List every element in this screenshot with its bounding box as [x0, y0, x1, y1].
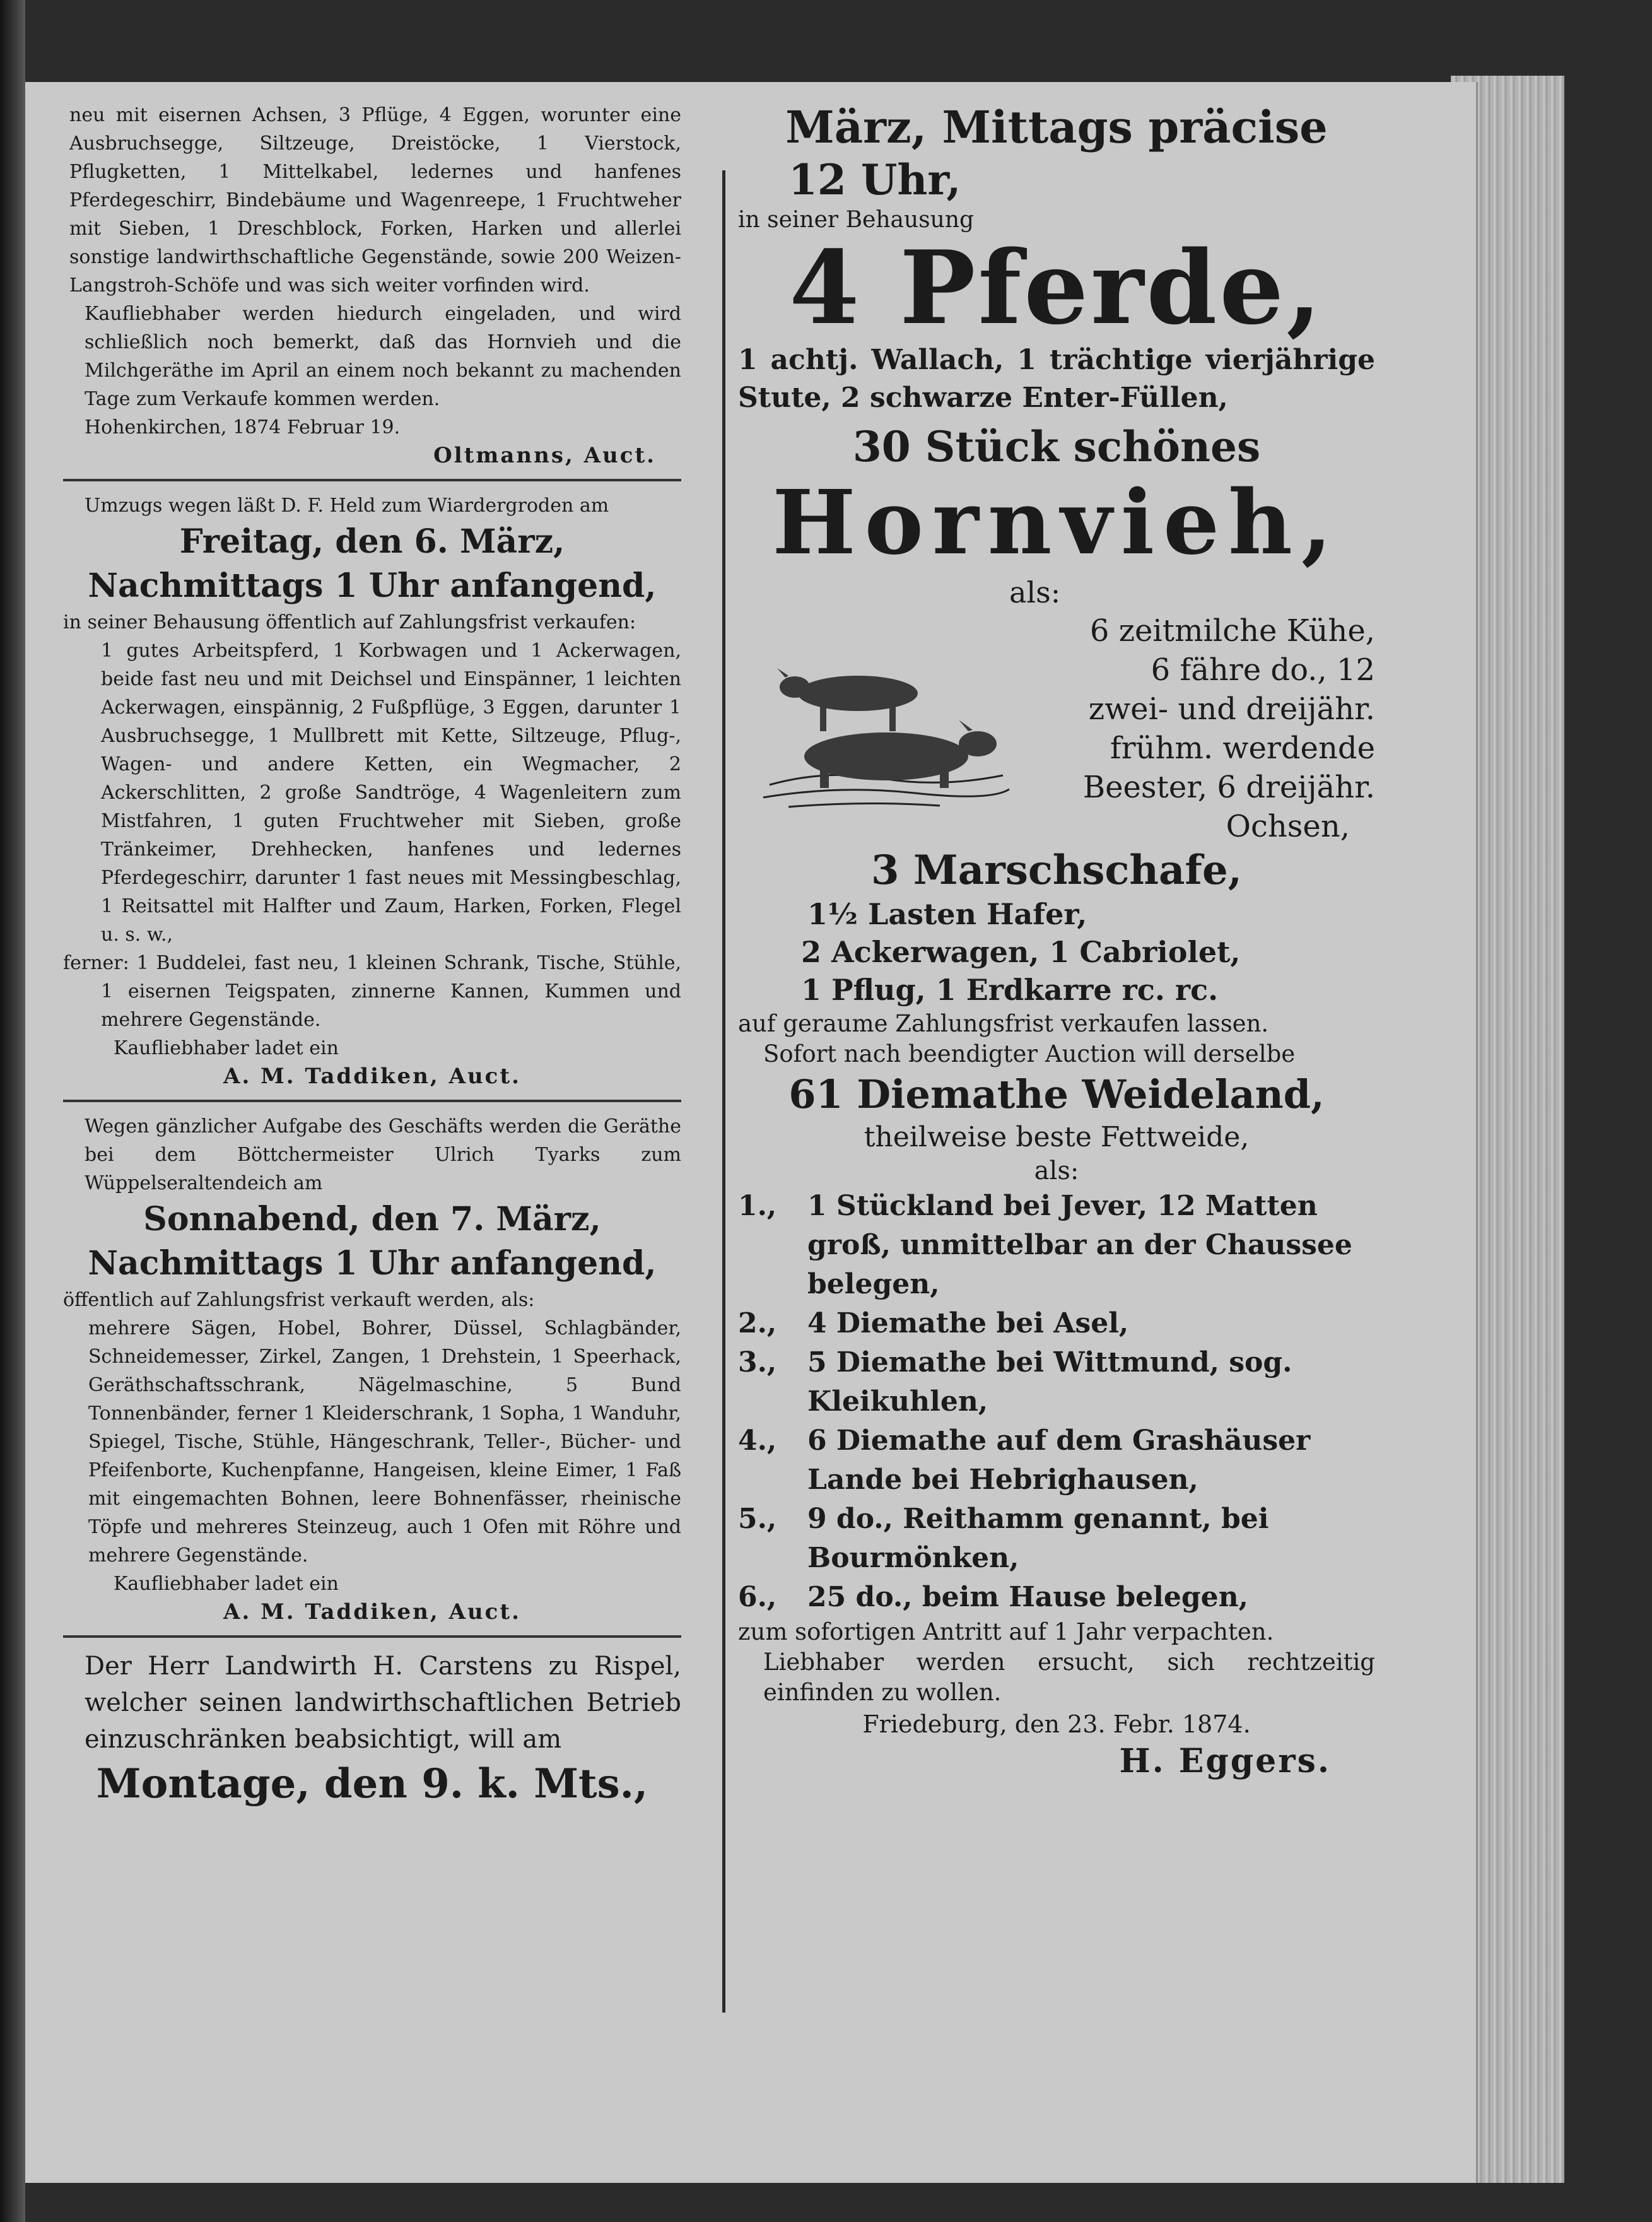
followup-note: Sofort nach beendigter Auction will derselbe: [763, 1040, 1296, 1067]
ad1-body: neu mit eisernen Achsen, 3 Pflüge, 4 Eggen, worunter eine Ausbruchsegge, Siltzeuge, Dreistöcke, 1 Vierstock, Pflugketten, 1 Mittelkabel, ledernes und hanfenes Pferdegeschirr, Bindebäume und Wagenreepe, 1 Fruchtweher mit Sieben, 1 Dreschblock, Forken, Harken und allerlei sonstige landwirthschaftliche Gegenstände, sowie 200 Weizen-Langstroh-Schöfe und was sich weiter vorfinden wird.: [69, 104, 681, 297]
parcel-text: 9 do., Reithamm genannt, bei Bourmönken,: [807, 1503, 1269, 1574]
auctioneer-signature: H. Eggers.: [1119, 1742, 1331, 1780]
parcel-item: [738, 1187, 1375, 1304]
horses-headline: 4 Pferde,: [789, 228, 1324, 347]
ad2-lead: in seiner Behausung öffentlich auf Zahlungsfrist verkaufen:: [63, 611, 636, 633]
parcel-item: [738, 1304, 1375, 1343]
ad3-intro: Wegen gänzlicher Aufgabe des Geschäfts werden die Geräthe bei dem Böttchermeister Ulrich Tyarks zum Wüppelseraltendeich am: [85, 1115, 681, 1194]
land-als: als:: [1034, 1156, 1079, 1185]
lease-note: zum sofortigen Antritt auf 1 Jahr verpachten.: [738, 1618, 1274, 1645]
ad1-signature: Oltmanns, Auct.: [433, 443, 656, 468]
cattle-section: [738, 611, 1375, 846]
ad4-intro: Der Herr Landwirth H. Carstens zu Rispel, welcher seinen landwirthschaftlichen Betrieb einzuschränken beabsichtigt, will am: [85, 1652, 681, 1754]
parcel-item: [738, 1578, 1375, 1617]
cattle-line: frühm. werdende: [1110, 731, 1375, 766]
auction-time-line: März, Mittags präcise: [785, 101, 1328, 153]
ad3-headline-time: Nachmittags 1 Uhr anfangend,: [88, 1244, 657, 1283]
parcel-number: 1.,: [738, 1190, 777, 1222]
ad3-lead: öffentlich auf Zahlungsfrist verkauft werden, als:: [63, 1289, 535, 1311]
invite-note: Liebhaber werden ersucht, sich rechtzeitig einfinden zu wollen.: [763, 1649, 1375, 1706]
sheep-headline: 3 Marschschafe,: [871, 847, 1242, 894]
auction-location: in seiner Behausung: [738, 207, 975, 233]
right-column: [738, 101, 1375, 1782]
ad4-headline: Montage, den 9. k. Mts.,: [96, 1760, 648, 1808]
parcel-item: [738, 1343, 1375, 1421]
parcel-number: 6.,: [738, 1581, 777, 1613]
parcel-text: 25 do., beim Hause belegen,: [807, 1581, 1248, 1613]
parcel-text: 1 Stückland bei Jever, 12 Matten groß, unmittelbar an der Chaussee belegen,: [807, 1190, 1352, 1300]
ad3-headline-date: Sonnabend, den 7. März,: [143, 1200, 601, 1238]
ad1-place-date: Hohenkirchen, 1874 Februar 19.: [85, 416, 401, 438]
parcel-number: 3.,: [738, 1346, 777, 1378]
parcel-text: 4 Diemathe bei Asel,: [807, 1307, 1129, 1339]
goods-line: 2 Ackerwagen, 1 Cabriolet,: [801, 935, 1241, 969]
cattle-line: zwei- und dreijähr.: [1088, 691, 1375, 727]
ad2-body: 1 gutes Arbeitspferd, 1 Korbwagen und 1 Ackerwagen, beide fast neu und mit Deichsel und Einspänner, 1 leichten Ackerwagen, einspännig, 2 Fußpflüge, 3 Eggen, darunter 1 Ausbruchsegge, 1 Mullbrett mit Kette, Siltzeuge, Pflug-, Wagen- und andere Ketten, ein Wegmacher, 2 Ackerschlitten, 2 große Sandtröge, 4 Wagenleitern zum Mistfahren, 1 guten Fruchtweher mit Sieben, große Tränkeimer, Drehhecken, hanfenes und ledernes Pferdegeschirr, darunter 1 fast neues mit Messingbeschlag, 1 Reitsattel mit Halfter und Zaum, Harken, Forken, Flegel u. s. w.,: [101, 640, 681, 946]
ad3-body: mehrere Sägen, Hobel, Bohrer, Düssel, Schlagbänder, Schneidemesser, Zirkel, Zangen, 1 Drehstein, 1 Speerhack, Geräthschaftsschrank, Nägelmaschine, 5 Bund Tonnenbänder, ferner 1 Kleiderschrank, 1 Sopha, 1 Wanduhr, Spiegel, Tische, Stühle, Hängeschrank, Teller-, Bücher- und Pfeifenborte, Kuchenpfanne, Hangeisen, kleine Eimer, 1 Faß mit eingemachten Bohnen, leere Bohnenfässer, rheinische Töpfe und mehreres Steinzeug, auch 1 Ofen mit Röhre und mehrere Gegenstände.: [88, 1317, 681, 1567]
parcel-text: 5 Diemathe bei Wittmund, sog. Kleikuhlen,: [807, 1346, 1292, 1418]
ad2-signature: A. M. Taddiken, Auct.: [223, 1064, 521, 1089]
parcel-item: [738, 1421, 1375, 1500]
payment-terms: auf geraume Zahlungsfrist verkaufen lassen.: [738, 1010, 1269, 1037]
parcel-item: [738, 1500, 1375, 1578]
ad3-invite: Kaufliebhaber ladet ein: [114, 1573, 339, 1595]
column-divider: [722, 170, 725, 2013]
parcel-text: 6 Diemathe auf dem Grashäuser Lande bei Hebrighausen,: [807, 1425, 1311, 1496]
book-spine: [0, 0, 25, 2222]
goods-line: 1 Pflug, 1 Erdkarre rc. rc.: [801, 973, 1219, 1007]
separator-rule: [63, 1100, 681, 1102]
horses-detail: 1 achtj. Wallach, 1 trächtige vierjährige Stute, 2 schwarze Enter-Füllen,: [738, 344, 1375, 414]
land-subline: theilweise beste Fettweide,: [864, 1121, 1250, 1153]
separator-rule: [63, 479, 681, 481]
cattle-line: Ochsen,: [1226, 809, 1350, 844]
cattle-woodcut-illustration: [751, 649, 1016, 813]
parcel-number: 4.,: [738, 1425, 777, 1457]
ad3-signature: A. M. Taddiken, Auct.: [223, 1599, 521, 1625]
parcel-number: 5.,: [738, 1503, 777, 1535]
separator-rule: [63, 1635, 681, 1638]
cattle-line: 6 zeitmilche Kühe,: [1089, 613, 1375, 649]
ad2-headline-time: Nachmittags 1 Uhr anfangend,: [88, 567, 657, 605]
cattle-line: Beester, 6 dreijähr.: [1082, 770, 1375, 805]
parcel-number: 2.,: [738, 1307, 777, 1339]
cattle-als: als:: [1009, 575, 1061, 609]
ad1-closing: Kaufliebhaber werden hiedurch eingeladen, und wird schließlich noch bemerkt, daß das Hornvieh und die Milchgeräthe im April an einem noch bekannt zu machenden Tage zum Verkaufe kommen werden.: [85, 303, 681, 410]
left-column: [63, 101, 681, 1811]
cattle-headline: Hornvieh,: [772, 471, 1341, 575]
cattle-line: 6 fähre do., 12: [1151, 652, 1375, 688]
ad2-headline-date: Freitag, den 6. März,: [179, 522, 565, 561]
auction-hour: 12 Uhr,: [788, 155, 961, 204]
ad2-intro: Umzugs wegen läßt D. F. Held zum Wiardergroden am: [85, 495, 609, 517]
land-headline: 61 Diemathe Weideland,: [788, 1071, 1325, 1117]
place-date: Friedeburg, den 23. Febr. 1874.: [862, 1710, 1251, 1738]
ad2-invite: Kaufliebhaber ladet ein: [114, 1037, 339, 1059]
cattle-count: 30 Stück schönes: [852, 422, 1261, 471]
ad2-body-more: ferner: 1 Buddelei, fast neu, 1 kleinen Schrank, Tische, Stühle, 1 eisernen Teigspaten, zinnerne Kannen, Kummen und mehrere Gegenstände.: [63, 952, 681, 1031]
cattle-list: [1034, 611, 1375, 846]
goods-line: 1½ Lasten Hafer,: [807, 897, 1087, 931]
